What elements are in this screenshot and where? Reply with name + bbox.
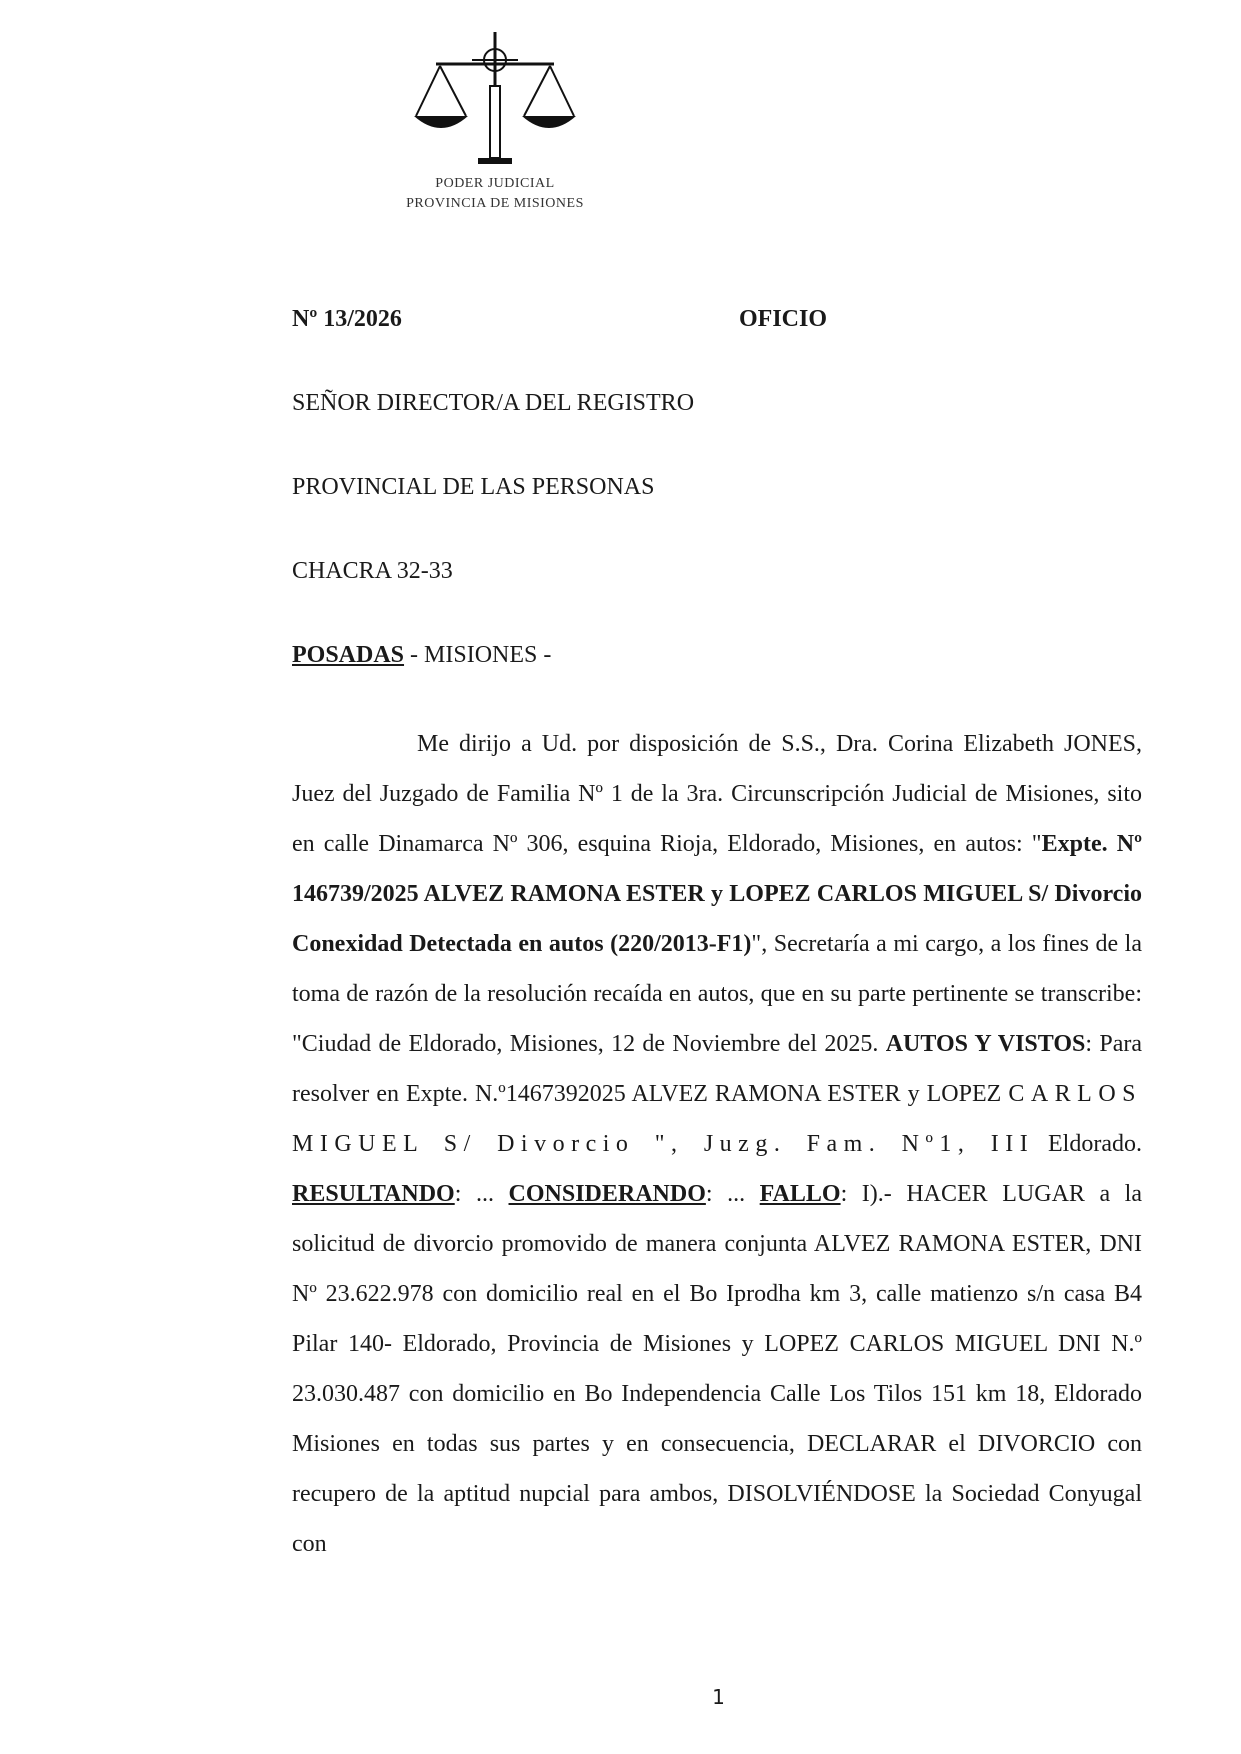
document-header xyxy=(292,306,1142,338)
fallo-heading: FALLO xyxy=(759,1181,841,1207)
body-text-2: ", Secretaría a mi cargo, a los fines de la toma de razón de la resolución recaída en autos, que en su parte pertinente se transcribe: "Ciudad de Eldorado, Misiones, 12 de Noviembre del 2025. xyxy=(292,931,1142,1057)
body-text-3: : Para resolver en Expte. N.º1467392025 ALVEZ RAMONA ESTER y LOPEZ xyxy=(292,1031,1143,1107)
body-text-spaced: CARLOS MIGUEL S/ Divorcio ", Juzg. Fam. Nº1, III xyxy=(292,1081,1142,1157)
province-name: - MISIONES - xyxy=(404,642,552,668)
logo-text-poder-judicial: PODER JUDICIAL xyxy=(435,176,555,191)
body-text-4: Eldorado. xyxy=(1034,1131,1142,1157)
body-text-5: : ... xyxy=(454,1181,509,1207)
addressee-line-1: SEÑOR DIRECTOR/A DEL REGISTRO xyxy=(292,390,695,416)
resultando-heading: RESULTANDO xyxy=(292,1181,455,1207)
addressee-line-3: CHACRA 32-33 xyxy=(292,558,453,584)
scales-of-justice-icon xyxy=(412,30,578,170)
considerando-heading: CONSIDERANDO xyxy=(508,1181,706,1207)
oficio-number: Nº 13/2026 xyxy=(292,306,402,332)
page-number: 1 xyxy=(712,1685,725,1709)
judicial-seal-logo xyxy=(390,30,600,220)
body-paragraph xyxy=(292,719,1142,1569)
addressee-line-2: PROVINCIAL DE LAS PERSONAS xyxy=(292,474,655,500)
body-text-6: : ... xyxy=(705,1181,760,1207)
addressee-city-line xyxy=(292,642,551,669)
city-name: POSADAS xyxy=(292,642,405,668)
document-type: OFICIO xyxy=(739,306,828,332)
body-text-7: : I).- HACER LUGAR a la solicitud de divorcio promovido de manera conjunta ALVEZ RAMONA ESTER, DNI Nº 23.622.978 con domicilio real en el Bo Iprodha km 3, calle matienzo s/n casa B4 Pilar 140- Eldorado, Provincia de Misiones y LOPEZ CARLOS MIGUEL DNI N.º 23.030.487 con domicilio en Bo Independencia Calle Los Tilos 151 km 18, Eldorado Misiones en todas sus partes y en consecuencia, DECLARAR el DIVORCIO con recupero de la aptitud nupcial para ambos, DISOLVIÉNDOSE la Sociedad Conyugal con xyxy=(292,1181,1143,1557)
body-text-1: Me dirijo a Ud. por disposición de S.S., Dra. Corina Elizabeth JONES, Juez del Juzgado de Familia Nº 1 de la 3ra. Circunscripción Judicial de Misiones, sito en calle Dinamarca Nº 306, esquina Rioja, Eldorado, Misiones, en autos: " xyxy=(292,731,1142,857)
autos-y-vistos: AUTOS Y VISTOS xyxy=(885,1031,1086,1057)
case-title: Expte. Nº 146739/2025 ALVEZ RAMONA ESTER y LOPEZ CARLOS MIGUEL S/ Divorcio Conexidad Detectada en autos (220/2013-F1) xyxy=(292,831,1142,957)
logo-text-provincia: PROVINCIA DE MISIONES xyxy=(406,196,584,211)
